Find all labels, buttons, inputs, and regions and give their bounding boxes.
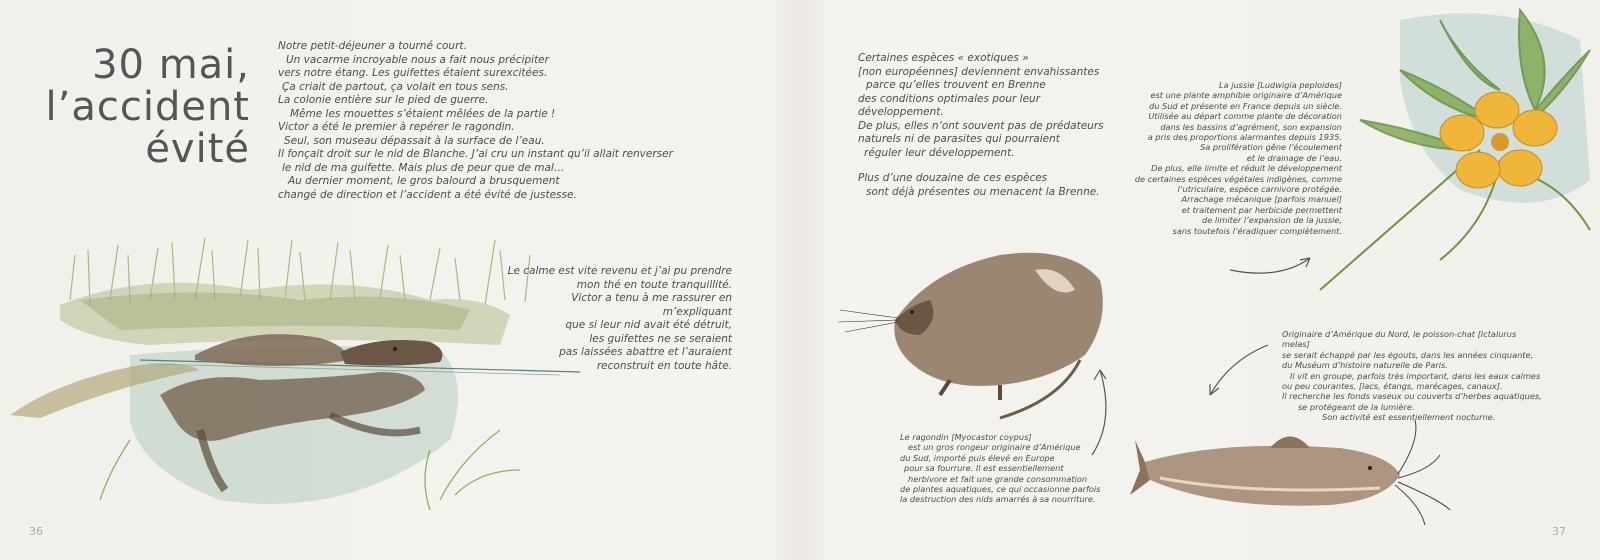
text-line: se protégeant de la lumière.	[1298, 401, 1415, 412]
title-line: 30 mai,	[92, 42, 250, 88]
journal-entry-text	[278, 40, 673, 202]
text-line: est une plante amphibie originaire d’Amérique	[1150, 90, 1342, 101]
text-line: Au dernier moment, le gros balourd a brusquement	[288, 175, 560, 187]
right-page	[800, 0, 1600, 560]
title-line: l’accident	[45, 84, 250, 130]
text-line: Sa prolifération gêne l’écoulement	[1200, 142, 1342, 153]
text-line: Ça criait de partout, ça volait en tous sens.	[282, 80, 509, 93]
text-line: dans les bassins d’agrément, son expansion	[1160, 121, 1342, 132]
text-line: reconstruit en toute hâte.	[596, 359, 732, 372]
text-line: herbivore et fait une grande consommation	[908, 473, 1088, 484]
arrow-to-flower	[1230, 258, 1310, 273]
text-line: Il vit en groupe, parfois très important, dans les eaux calmes	[1290, 370, 1541, 381]
text-line: sans toutefois l’éradiquer complètement.	[1172, 225, 1342, 236]
text-line: De plus, elles n’ont souvent pas de prédateurs	[858, 119, 1104, 132]
text-line: De plus, elle limite et réduit le développement	[1151, 163, 1342, 174]
text-line: du Muséum d’histoire naturelle de Paris.	[1282, 360, 1448, 371]
text-line: et le drainage de l’eau.	[1246, 152, 1342, 163]
text-line: les guifettes ne se seraient	[589, 332, 732, 345]
text-line: naturels ni de parasites qui pourraient	[858, 133, 1060, 145]
text-line: de limiter l’expansion de la jussie,	[1202, 215, 1342, 226]
text-line: du Sud, importé puis élevé en Europe	[900, 452, 1055, 463]
text-line: que si leur nid avait été détruit,	[565, 319, 732, 331]
arrow-to-fish	[1210, 345, 1268, 395]
text-line: La colonie entière sur le pied de guerre.	[278, 94, 489, 106]
text-line: ou peu courantes, [lacs, étangs, marécages, canaux].	[1282, 381, 1503, 392]
text-line: des conditions optimales pour leur développement.	[858, 92, 1041, 118]
jussie-caption	[1110, 80, 1342, 236]
text-line: se serait échappé par les égouts, dans les années cinquante,	[1282, 349, 1534, 360]
poisson-chat-caption	[1282, 329, 1544, 423]
page-number: 36	[29, 525, 43, 538]
paragraph	[858, 172, 1128, 199]
text-line: et traitement par herbicide permettent	[1181, 204, 1342, 215]
text-line: Victor a tenu à me rassurer en m’expliquant	[571, 292, 732, 318]
text-line: de plantes aquatiques, ce qui occasionne parfois	[900, 484, 1101, 495]
text-line: a pris des proportions alarmantes depuis 1935.	[1147, 132, 1342, 143]
text-line: La jussie [Ludwigia peploides]	[1219, 80, 1342, 90]
catfish-illustration	[1130, 420, 1450, 525]
text-line: Utilisée au départ comme plante de décoration	[1148, 111, 1342, 122]
text-line: Son activité est essentiellement nocturne.	[1322, 412, 1496, 423]
exotic-species-text	[858, 52, 1128, 211]
nutria-head	[340, 340, 442, 366]
text-line: Le ragondin [Myocastor coypus]	[900, 432, 1032, 442]
text-line: Certaines espèces « exotiques »	[858, 52, 1029, 64]
ragondin-caption	[900, 432, 1105, 505]
text-line: changé de direction et l’accident a été évité de justesse.	[278, 188, 577, 201]
text-line: Même les mouettes s’étaient mêlées de la partie !	[290, 107, 556, 120]
text-line: parce qu’elles trouvent en Brenne	[866, 79, 1046, 91]
text-line: la destruction des nids amarrés à sa nourriture.	[900, 494, 1096, 505]
text-line: l’utriculaire, espèce carnivore protégée.	[1177, 184, 1342, 195]
text-line: Arrachage mécanique [parfois manuel]	[1181, 194, 1342, 205]
text-line: mon thé en toute tranquillité.	[576, 278, 732, 291]
title-line: évité	[145, 126, 250, 172]
text-line: de certaines espèces végétales indigènes, comme	[1134, 173, 1342, 184]
text-line: sont déjà présentes ou menacent la Brenne.	[866, 185, 1100, 198]
text-line: Victor a été le premier à repérer le ragondin.	[278, 121, 515, 133]
text-line: Plus d’une douzaine de ces espèces	[858, 172, 1048, 184]
text-line: Il fonçait droit sur le nid de Blanche. J’ai cru un instant qu’il allait renverser	[278, 148, 673, 160]
text-line: est un gros rongeur originaire d’Amérique	[908, 442, 1081, 453]
text-line: Il recherche les fonds vaseux ou couverts d’herbes aquatiques,	[1282, 391, 1542, 402]
text-line: vers notre étang. Les guifettes étaient surexcitées.	[278, 67, 548, 79]
text-line: Le calme est vite revenu et j’ai pu prendre	[507, 265, 732, 277]
text-line: Notre petit-déjeuner a tourné court.	[278, 40, 467, 52]
text-line: le nid de ma guifette. Mais plus de peur que de mal…	[282, 161, 565, 174]
calm-text	[500, 265, 732, 373]
text-line: pas laissées abattre et l’auraient	[559, 346, 732, 358]
text-line: [non européennes] deviennent envahissantes	[858, 65, 1100, 78]
page-number: 37	[1552, 525, 1566, 538]
text-line: Originaire d’Amérique du Nord, le poisson-chat [Ictalurus melas]	[1282, 329, 1517, 350]
text-line: du Sud et présente en France depuis un siècle.	[1149, 100, 1342, 111]
jussie-flower-illustration	[1320, 10, 1590, 290]
text-line: Un vacarme incroyable nous a fait nous précipiter	[286, 53, 549, 66]
text-line: réguler leur développement.	[864, 146, 1015, 159]
page-title	[36, 44, 250, 170]
paragraph	[858, 52, 1128, 160]
text-line: Seul, son museau dépassait à la surface de l’eau.	[284, 134, 545, 147]
nutria-illustration	[838, 253, 1103, 418]
text-line: pour sa fourrure. Il est essentiellement	[904, 463, 1064, 474]
